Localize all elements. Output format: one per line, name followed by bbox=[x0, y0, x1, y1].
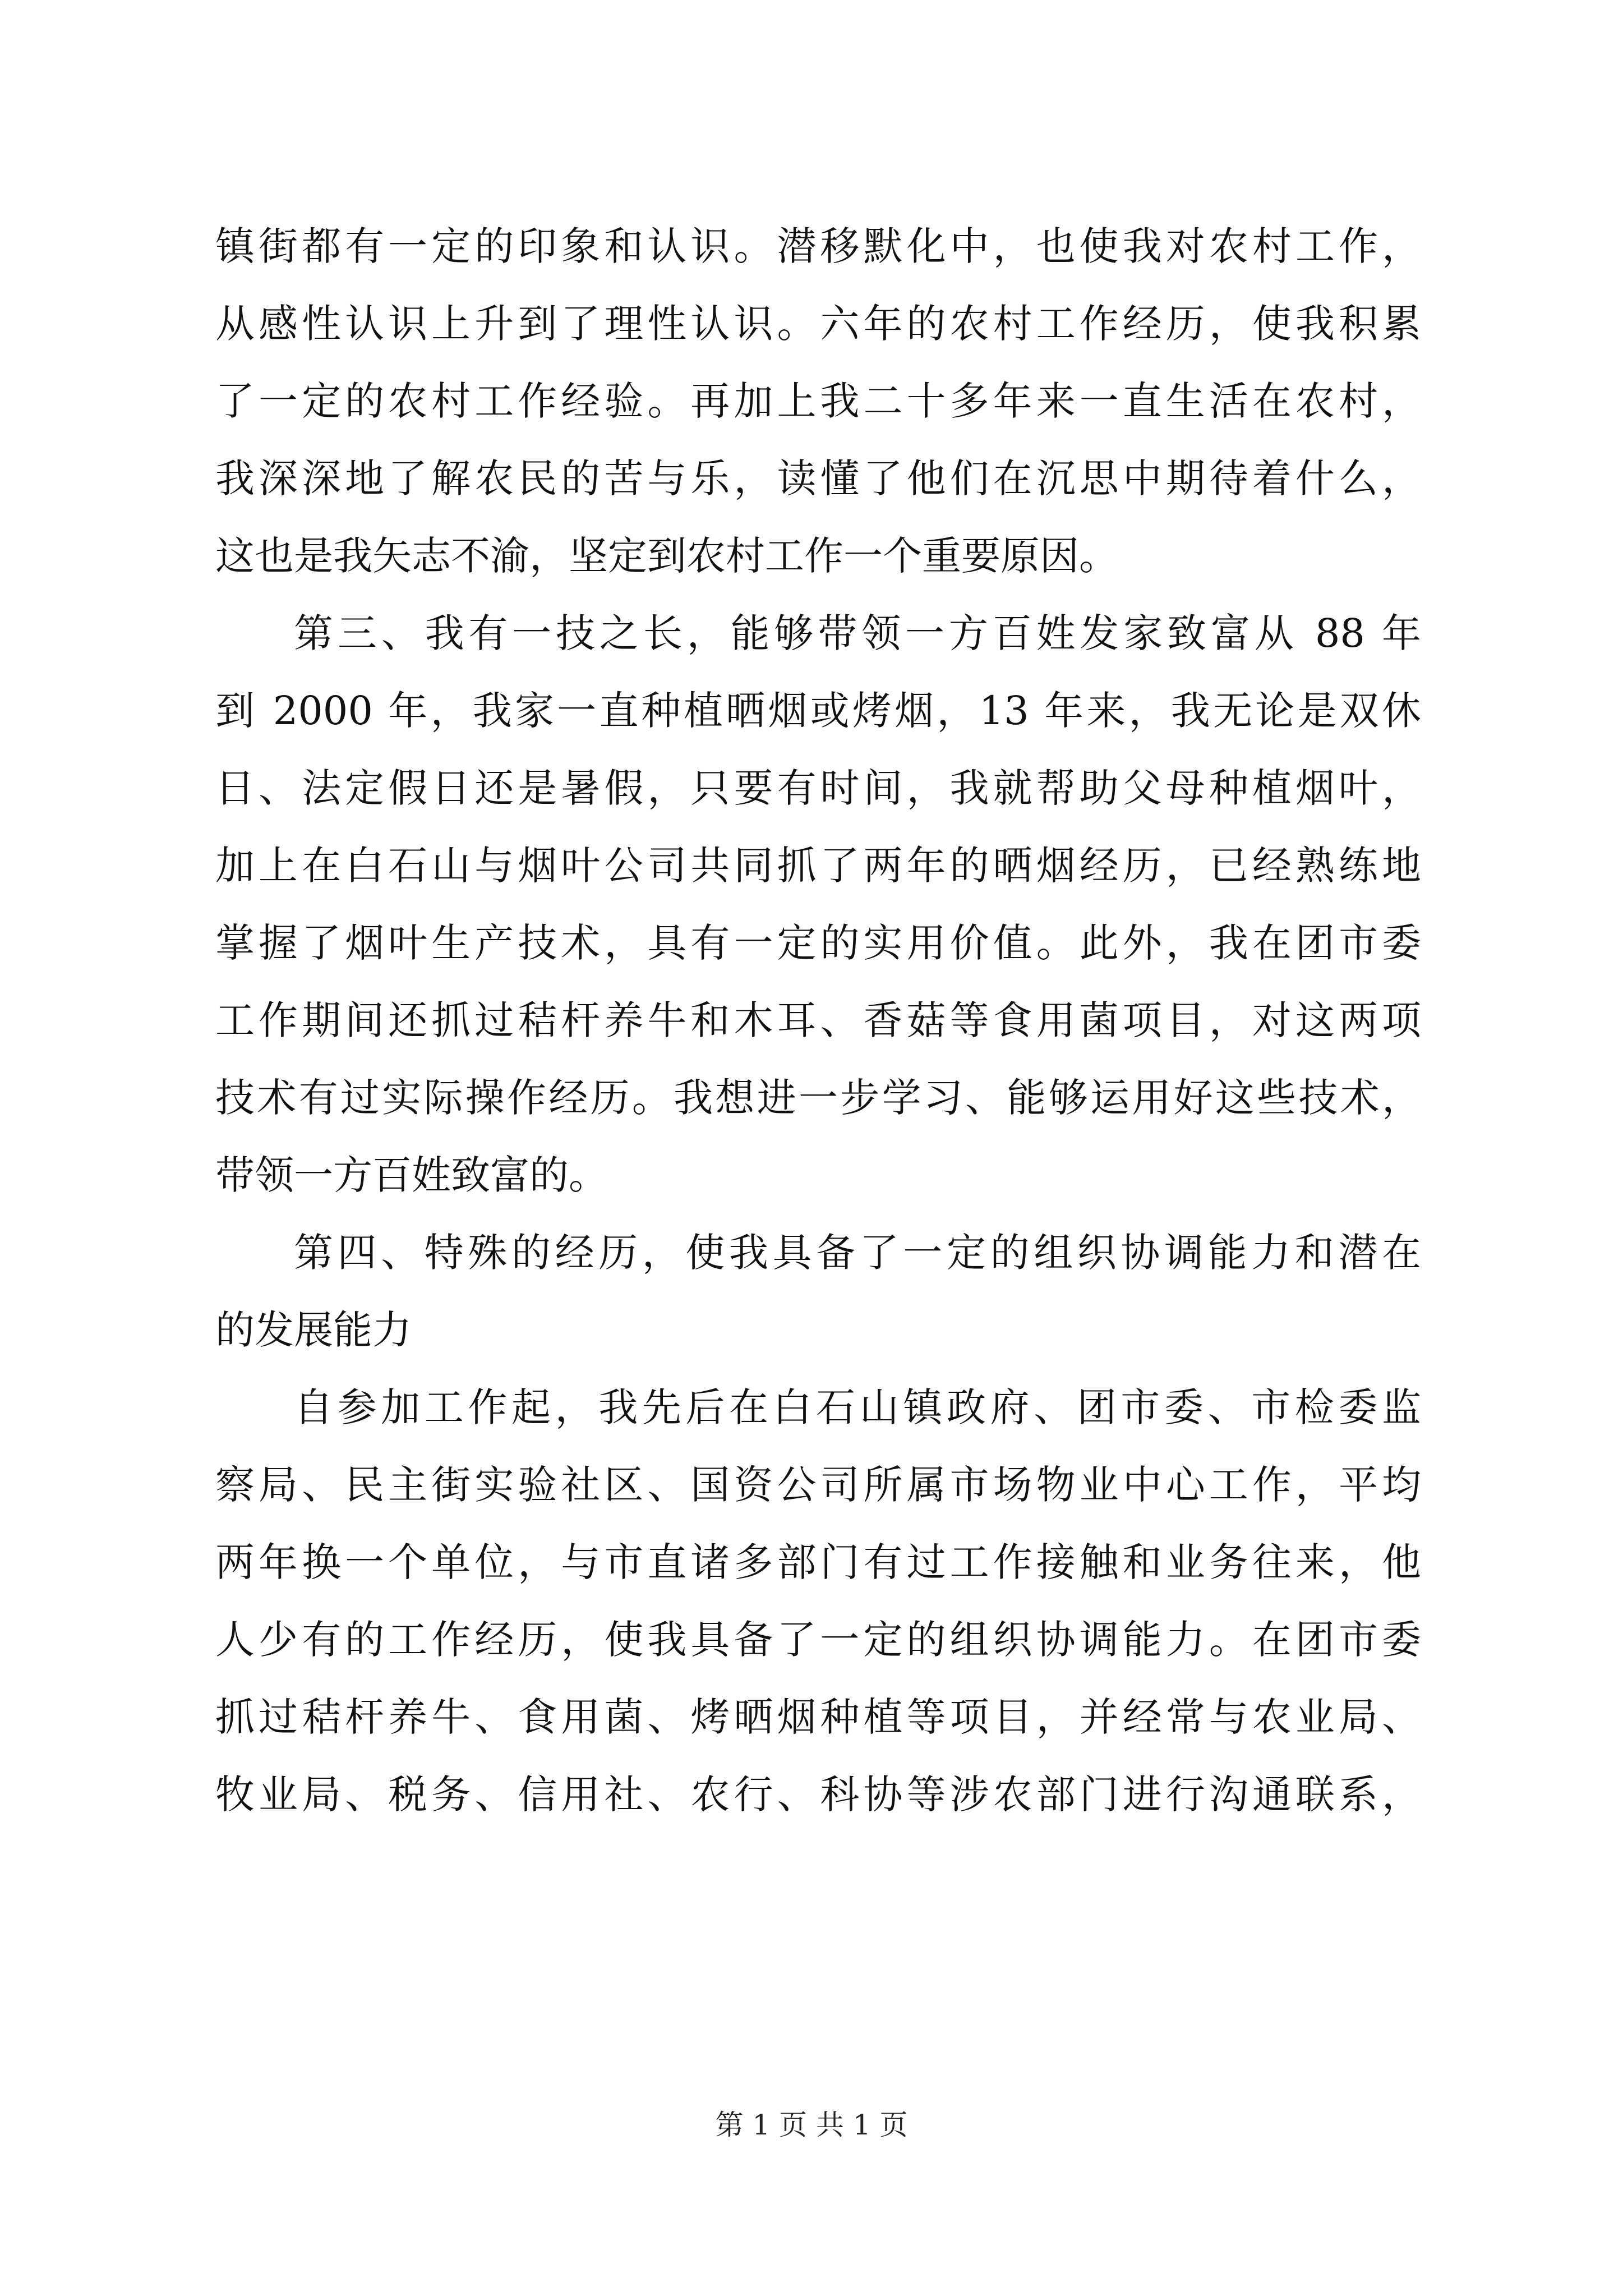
text-line: 带领一方百姓致富的。 bbox=[215, 1152, 608, 1198]
text-line: 抓过秸杆养牛、食用菌、烤晒烟种植等项目，并经常与农业局、 bbox=[215, 1694, 1421, 1740]
text-line: 从感性认识上升到了理性认识。六年的农村工作经历，使我积累 bbox=[215, 301, 1421, 347]
paragraph bbox=[215, 1369, 1421, 1833]
text-line: 自参加工作起，我先后在白石山镇政府、团市委、市检委监 bbox=[294, 1384, 1421, 1430]
text-line: 牧业局、税务、信用社、农行、科协等涉农部门进行沟通联系， bbox=[215, 1772, 1421, 1818]
text-line: 两年换一个单位，与市直诸多部门有过工作接触和业务往来，他 bbox=[215, 1539, 1421, 1585]
page-number: 第 1 页 共 1 页 bbox=[715, 2109, 908, 2141]
text-line: 加上在白石山与烟叶公司共同抓了两年的晒烟经历，已经熟练地 bbox=[215, 843, 1421, 889]
paragraph bbox=[215, 208, 1421, 595]
text-line: 了一定的农村工作经验。再加上我二十多年来一直生活在农村， bbox=[215, 378, 1421, 424]
text-line: 掌握了烟叶生产技术，具有一定的实用价值。此外，我在团市委 bbox=[215, 920, 1421, 966]
text-line: 人少有的工作经历，使我具备了一定的组织协调能力。在团市委 bbox=[215, 1617, 1421, 1663]
text-line: 镇街都有一定的印象和认识。潜移默化中，也使我对农村工作， bbox=[215, 223, 1421, 269]
paragraph bbox=[215, 1214, 1421, 1369]
text-line: 我深深地了解农民的苦与乐，读懂了他们在沉思中期待着什么， bbox=[215, 455, 1421, 501]
page-footer bbox=[0, 2102, 1623, 2143]
text-line: 技术有过实际操作经历。我想进一步学习、能够运用好这些技术， bbox=[215, 1075, 1421, 1121]
text-line: 第三、我有一技之长，能够带领一方百姓发家致富从 88 年 bbox=[294, 610, 1421, 656]
text-line: 到 2000 年，我家一直种植晒烟或烤烟，13 年来，我无论是双休 bbox=[215, 688, 1421, 734]
text-line: 日、法定假日还是暑假，只要有时间，我就帮助父母种植烟叶， bbox=[215, 765, 1421, 811]
text-line: 察局、民主街实验社区、国资公司所属市场物业中心工作，平均 bbox=[215, 1462, 1421, 1508]
text-line: 第四、特殊的经历，使我具备了一定的组织协调能力和潜在 bbox=[294, 1230, 1421, 1276]
paragraph bbox=[215, 595, 1421, 1214]
document-body bbox=[215, 208, 1421, 1833]
text-line: 工作期间还抓过秸杆养牛和木耳、香菇等食用菌项目，对这两项 bbox=[215, 997, 1421, 1043]
text-line: 这也是我矢志不渝，坚定到农村工作一个重要原因。 bbox=[215, 533, 1118, 579]
text-line: 的发展能力 bbox=[215, 1307, 412, 1353]
